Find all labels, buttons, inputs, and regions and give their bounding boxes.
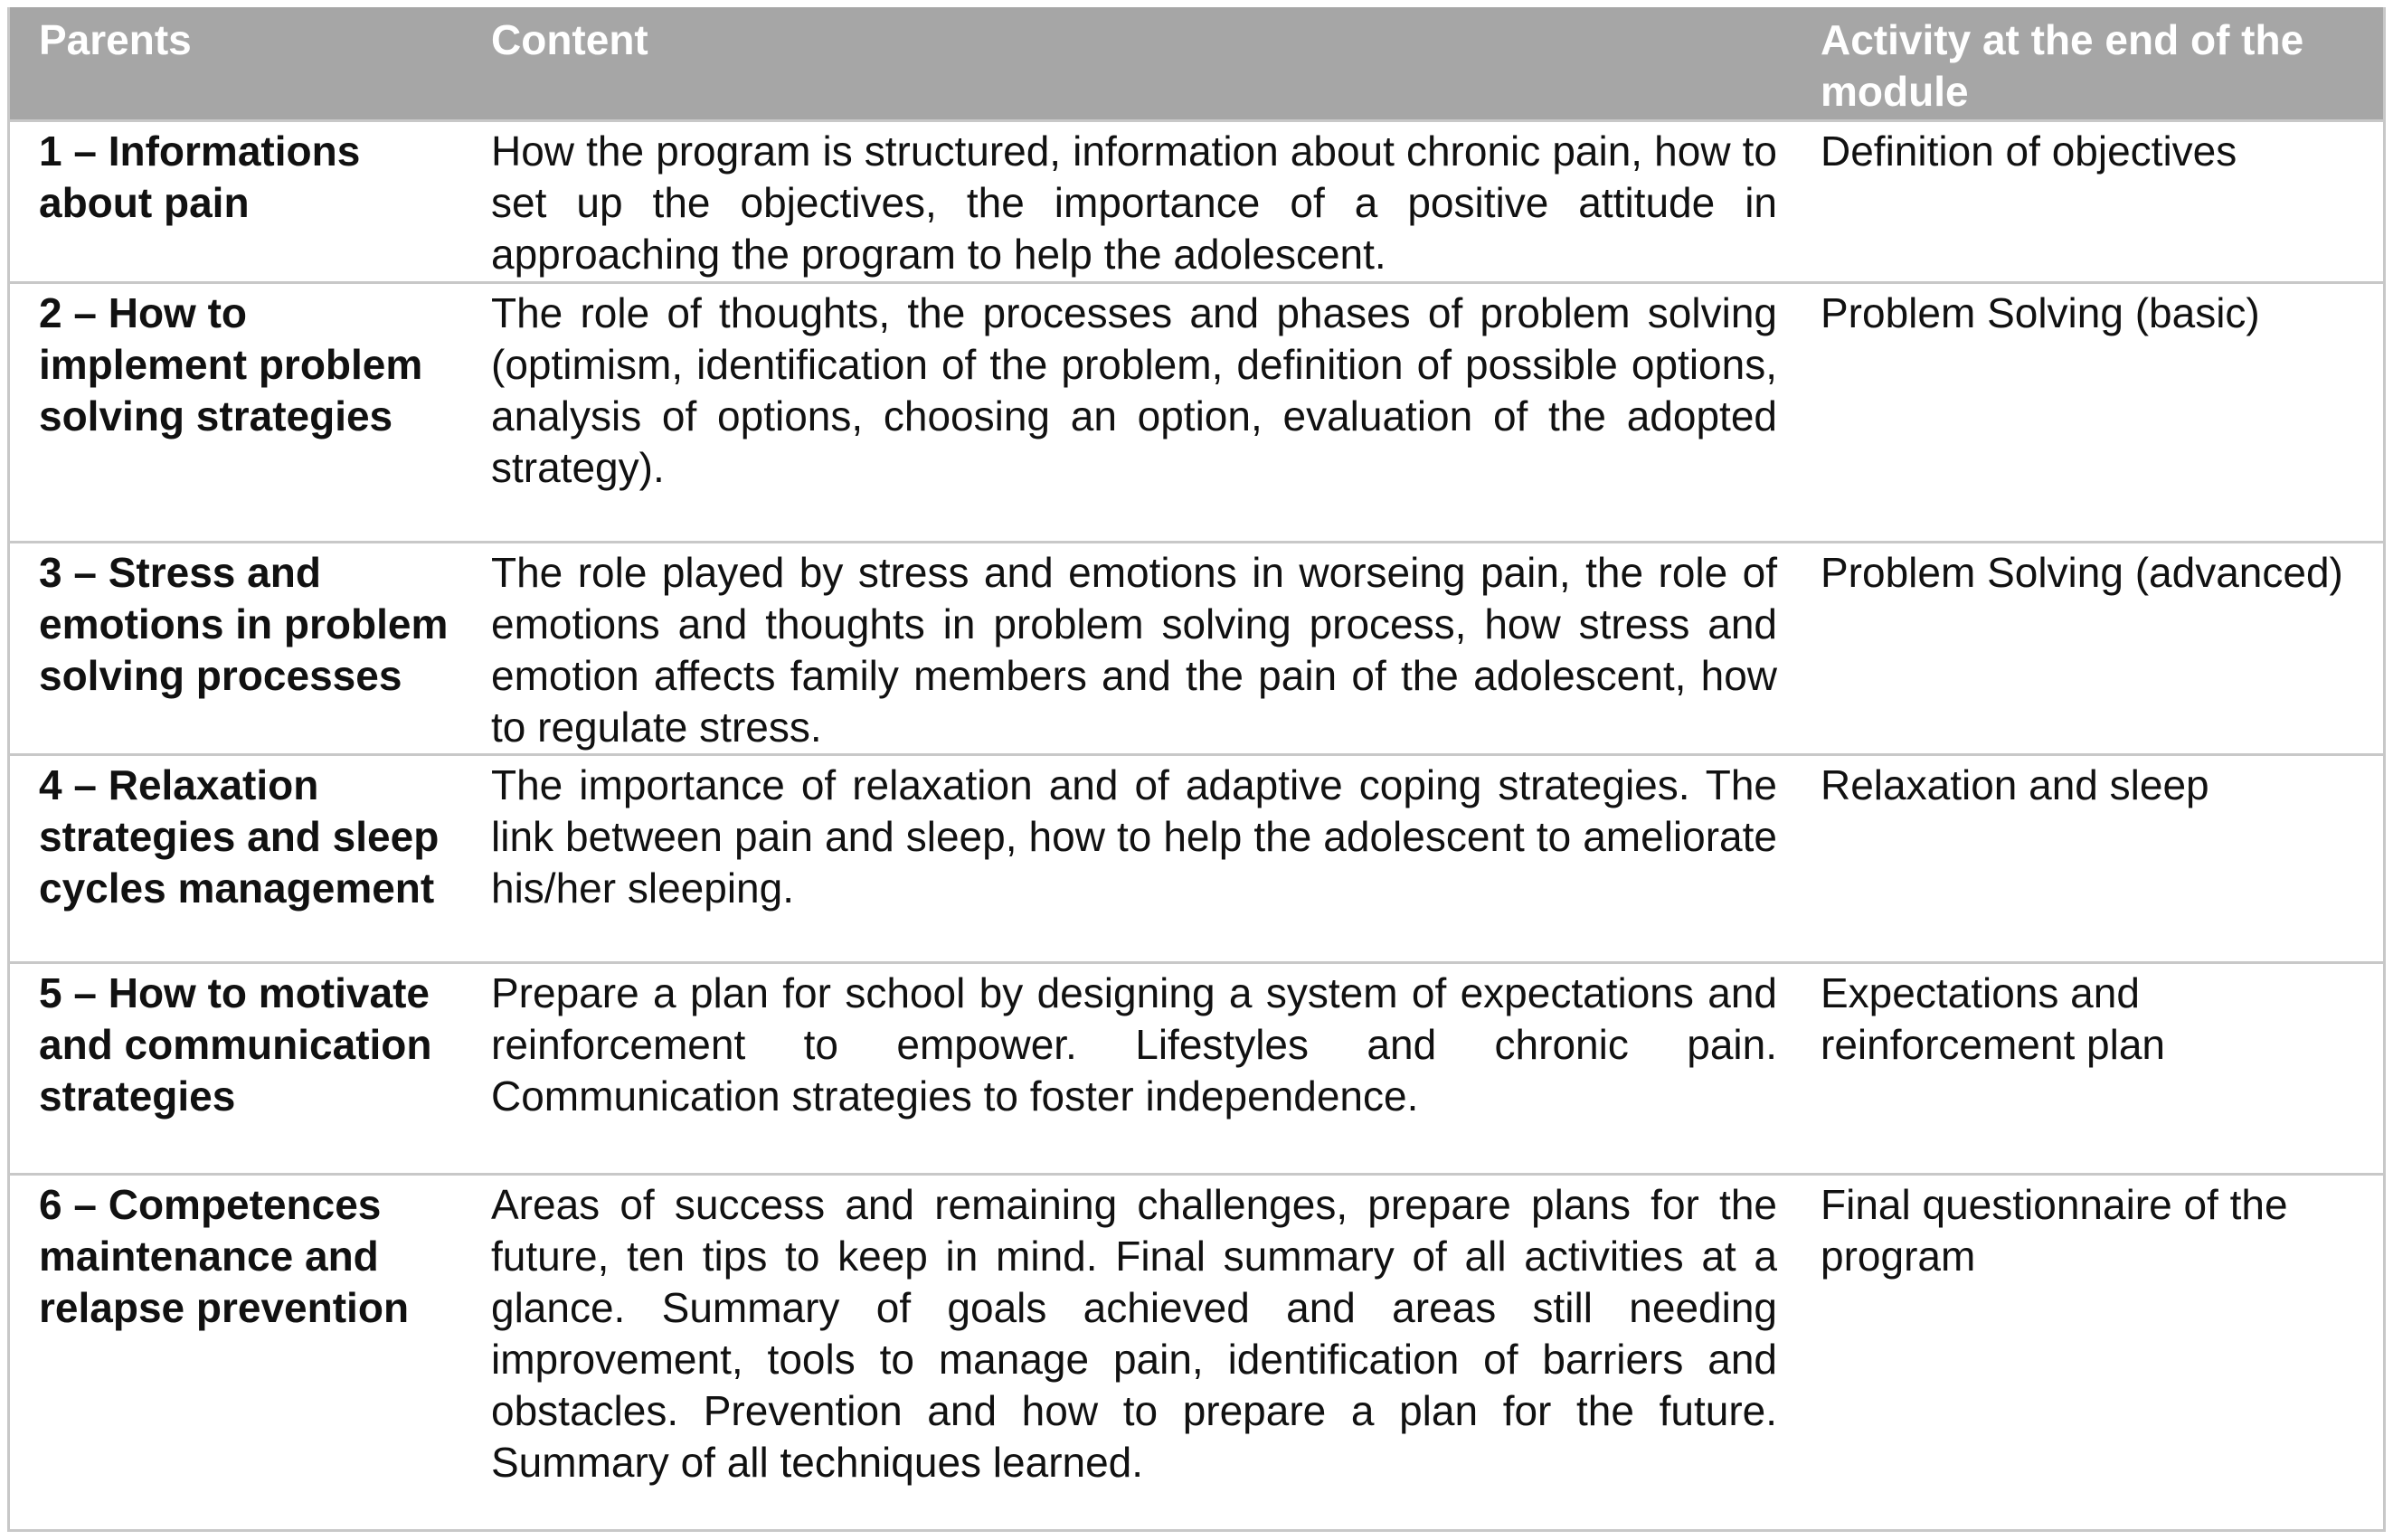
- table-row: [10, 1173, 2383, 1529]
- row-content: The importance of relaxation and of adaptive coping strategies. The link between pain and sleep, how to help the adolescent to ameliorate his/her sleeping.: [491, 761, 1777, 912]
- row-content: Prepare a plan for school by designing a system of expectations and reinforcement to empower. Lifestyles and chronic pain. Communication strategies to foster independence.: [491, 969, 1777, 1120]
- table-row: [10, 119, 2383, 281]
- row-parents: 5 – How to motivate and communication strategies: [39, 969, 432, 1120]
- row-parents: 2 – How to implement problem solving strategies: [39, 289, 423, 439]
- row-activity: Relaxation and sleep: [1821, 761, 2209, 808]
- row-activity: Definition of objectives: [1821, 128, 2237, 175]
- row-activity: Problem Solving (basic): [1821, 289, 2260, 336]
- row-activity: Final questionnaire of the program: [1821, 1181, 2288, 1280]
- row-parents: 4 – Relaxation strategies and sleep cycles management: [39, 761, 440, 912]
- module-table: [7, 7, 2386, 1532]
- row-activity: Problem Solving (advanced): [1821, 549, 2343, 596]
- row-parents: 3 – Stress and emotions in problem solving processes: [39, 549, 449, 699]
- row-content: The role of thoughts, the processes and phases of problem solving (optimism, identification of the problem, definition of possible options, analysis of options, choosing an option, evaluation of the adopted strategy).: [491, 289, 1777, 491]
- row-content: Areas of success and remaining challenges, prepare plans for the future, ten tips to keep in mind. Final summary of all activities at a glance. Summary of goals achieved and areas still needing improvement, tools to manage pain, identification of barriers and obstacles. Prevention and how to prepare a plan for the future. Summary of all techniques learned.: [491, 1181, 1777, 1486]
- table-header-row: [10, 7, 2383, 119]
- header-parents: Parents: [39, 16, 192, 63]
- row-content: How the program is structured, information about chronic pain, how to set up the objectives, the importance of a positive attitude in approaching the program to help the adolescent.: [491, 128, 1777, 278]
- row-content: The role played by stress and emotions in worseing pain, the role of emotions and thoughts in problem solving process, how stress and emotion affects family members and the pain of the adolescent, how to regulate stress.: [491, 549, 1777, 751]
- table-row: [10, 541, 2383, 753]
- table-row: [10, 961, 2383, 1173]
- header-content: Content: [491, 16, 648, 63]
- row-activity: Expectations and reinforcement plan: [1821, 969, 2165, 1068]
- table-row: [10, 281, 2383, 541]
- row-parents: 1 – Informations about pain: [39, 128, 361, 226]
- table-row: [10, 753, 2383, 961]
- header-activity: Activity at the end of the module: [1821, 16, 2304, 115]
- row-parents: 6 – Competences maintenance and relapse prevention: [39, 1181, 410, 1331]
